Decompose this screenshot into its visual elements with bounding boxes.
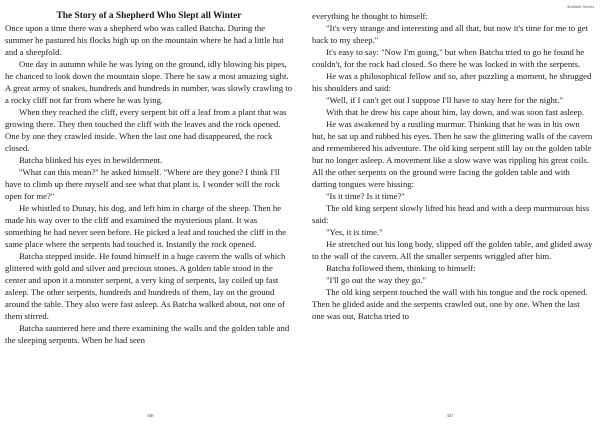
paragraph: Batcha stepped inside. He found himself in a huge cavern the walls of which glittered with gold and silver and precious stones. A golden table stood in the center and upon it a monster serpent, a very king of serpents, lay coiled up fast asleep. The other serpents, hundreds and hundreds of them, lay on the ground around the table. They also were fast asleep. As Batcha walked about, not one of them stirred. (5, 251, 286, 321)
paragraph: "It's very strange and interesting and all that, but now it's time for me to get back to my sheep." (312, 23, 588, 45)
paragraph: He whistled to Dunay, his dog, and left him in charge of the sheep. Then he made his way over to the cliff and examined the mysterious plant. It was something he had never seen before. He picked a leaf and touched the cliff in the same place where the serpents had touched it. Instantly the rock opened. (5, 203, 287, 249)
paragraph: He was a philosophical fellow and so, after puzzling a moment, he shrugged his shoulders and said: (312, 71, 592, 93)
paragraph: He stretched out his long body, slipped off the golden table, and glided away to the wall of the cavern. All the smaller serpents wriggled after him. (312, 239, 593, 261)
paragraph: Batcha sauntered here and there examining the walls and the golden table and the sleeping serpents. When he had seen (5, 323, 290, 345)
paragraph: The old king serpent touched the wall with his tongue and the rock opened. Then he glided aside and the serpents crawled out, one by one. When the last one was out, Batcha tried to (312, 287, 588, 321)
paragraph: He was awakened by a rustling murmur. Thinking that he was in his own hut, he sat up and rubbed his eyes. Then he saw the glittering walls of the cavern and remembered his adventure. The old king serpent still lay on the golden table but no longer asleep. A movement like a slow wave was rippling his great coils. All the other serpents on the ground were facing the golden table and with darting tongues were hissing: (312, 119, 593, 189)
paragraph: Batcha blinked his eyes in bewilderment. (19, 155, 163, 165)
paragraph: With that he drew his cape about him, lay down, and was soon fast asleep. (326, 107, 585, 117)
story-title: The Story of a Shepherd Who Slept all Winter (56, 11, 242, 21)
right-page-text (312, 10, 594, 322)
paragraph: Once upon a time there was a shepherd who was called Batcha. During the summer he pastured his flocks high up on the mountain where he had a little hut and a sheepfold. (5, 23, 284, 57)
page-number: 346 (146, 413, 154, 418)
paragraph: The old king serpent slowly lifted his head and with a deep murmurous hiss said: (312, 203, 590, 225)
paragraph: "Yes, it is time." (326, 227, 383, 237)
paragraph: One day in autumn while he was lying on the ground, idly blowing his pipes, he chanced to look down the mountain slope. There he saw a most amazing sight. A great army of snakes, hundreds and hundreds in number, was slowly crawling to a rocky cliff not far from where he was lying. (5, 59, 293, 105)
paragraph: When they reached the cliff, every serpent bit off a leaf from a plant that was growing there. They then touched the cliff with the leaves and the rock opened. One by one they crawled inside. When the last one had disappeared, the rock closed. (5, 107, 287, 153)
left-page-text (5, 10, 293, 346)
page-number: 347 (446, 413, 454, 418)
right-page (300, 0, 600, 424)
paragraph: "What can this mean?" he asked himself. "Where are they gone? I think I'll have to climb up there myself and see what that plant is. I wonder will the rock open for me?" (5, 167, 280, 201)
paragraph: "I'll go out the way they go." (326, 275, 427, 285)
paragraph: Batcha followed them, thinking to himself: (326, 263, 476, 273)
paragraph: "Well, if I can't get out I suppose I'll have to stay here for the night." (326, 95, 564, 105)
paragraph: everything he thought to himself: (312, 11, 428, 21)
paragraph: It's easy to say: "Now I'm going," but when Batcha tried to go he found he couldn't, for the rock had closed. So there he was locked in with the serpents. (312, 47, 585, 69)
running-head: Available Stories (566, 4, 594, 9)
paragraph: "Is it time? Is it time?" (326, 191, 405, 201)
